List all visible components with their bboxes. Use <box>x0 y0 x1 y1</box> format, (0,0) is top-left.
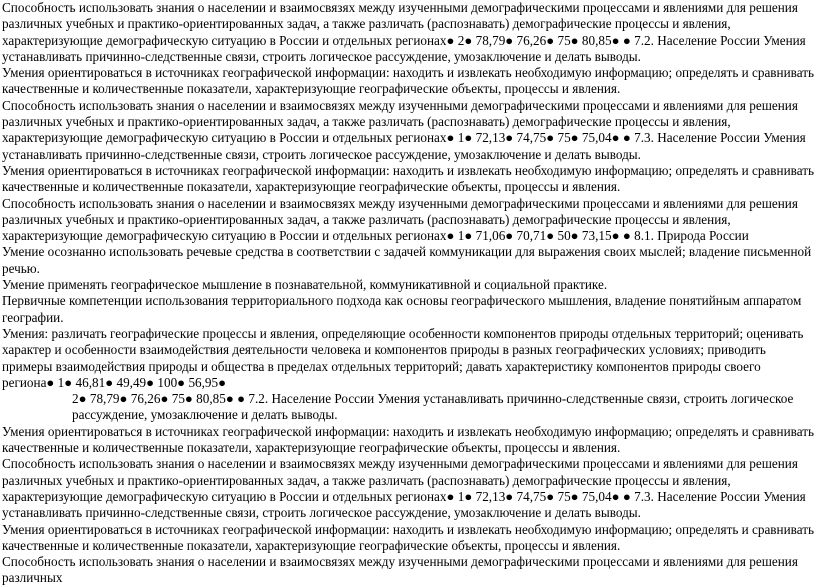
paragraph-11: Умения ориентироваться в источниках географической информации: находить и извлекать необходимую информацию; определять и сравнивать качественные и количественные показатели, характеризующие географические объекты, процессы и явления. <box>2 423 814 456</box>
paragraph-2: Умения ориентироваться в источниках географической информации: находить и извлекать необходимую информацию; определять и сравнивать качественные и количественные показатели, характеризующие географические объекты, процессы и явления. <box>2 65 814 97</box>
paragraph-14: Способность использовать знания о населении и взаимосвязях между изученными демографическими процессами и явлениями для решения различных <box>2 554 798 586</box>
paragraph-3: Способность использовать знания о населении и взаимосвязях между изученными демографическими процессами и явлениями для решения различных учебных и практико-ориентированных задач, а также различать (распознавать) демографические процессы и явления, характеризующие демографическую ситуацию в России и отдельных регионах● 1● 72,13● 74,75● 75● 75,04● ● 7.3. Население России Умения устанавливать причинно-следственные связи, строить логическое рассуждение, умозаключение и делать выводы. <box>2 97 806 162</box>
paragraph-13: Умения ориентироваться в источниках географической информации: находить и извлекать необходимую информацию; определять и сравнивать качественные и количественные показатели, характеризующие географические объекты, процессы и явления. <box>2 521 814 553</box>
paragraph-6: Умение осознанно использовать речевые средства в соответствии с задачей коммуникации для выражения своих мыслей; владение письменной речью. <box>2 244 812 276</box>
paragraph-5: Способность использовать знания о населении и взаимосвязях между изученными демографическими процессами и явлениями для решения различных учебных и практико-ориентированных задач, а также различать (распознавать) демографические процессы и явления, характеризующие демографическую ситуацию в России и отдельных регионах● 1● 71,06● 70,71● 50● 73,15● ● 8.1. Природа России <box>2 195 798 244</box>
paragraph-12: Способность использовать знания о населении и взаимосвязях между изученными демографическими процессами и явлениями для решения различных учебных и практико-ориентированных задач, а также различать (распознавать) демографические процессы и явления, характеризующие демографическую ситуацию в России и отдельных регионах● 1● 72,13● 74,75● 75● 75,04● ● 7.3. Население России Умения устанавливать причинно-следственные связи, строить логическое рассуждение, умозаключение и делать выводы. <box>2 456 806 521</box>
paragraph-8: Первичные компетенции использования территориального подхода как основы географического мышления, владение понятийным аппаратом географии. <box>2 293 802 325</box>
paragraph-4: Умения ориентироваться в источниках географической информации: находить и извлекать необходимую информацию; определять и сравнивать качественные и количественные показатели, характеризующие географические объекты, процессы и явления. <box>2 162 814 195</box>
paragraph-1: Способность использовать знания о населении и взаимосвязях между изученными демографическими процессами и явлениями для решения различных учебных и практико-ориентированных задач, а также различать (распознавать) демографические процессы и явления, характеризующие демографическую ситуацию в России и отдельных регионах● 2● 78,79● 76,26● 75● 80,85● ● 7.2. Население России Умения устанавливать причинно-следственные связи, строить логическое рассуждение, умозаключение и делать выводы. <box>2 0 806 64</box>
paragraph-9: Умения: различать географические процессы и явления, определяющие особенности компонентов природы отдельных территорий; оценивать характер и особенности взаимодействия деятельности человека и компонентов природы в разных географических условиях; приводить примеры взаимодействия природы и общества в пределах отдельных территорий; давать характеристику компонентов природы своего региона● 1● 46,81● 49,49● 100● 56,95● <box>2 325 804 390</box>
paragraph-7: Умение применять географическое мышление в познавательной, коммуникативной и социальной практике. <box>2 277 608 293</box>
paragraph-10: 2● 78,79● 76,26● 75● 80,85● ● 7.2. Население России Умения устанавливать причинно-следственные связи, строить логическое рассуждение, умозаключение и делать выводы. <box>72 391 794 423</box>
